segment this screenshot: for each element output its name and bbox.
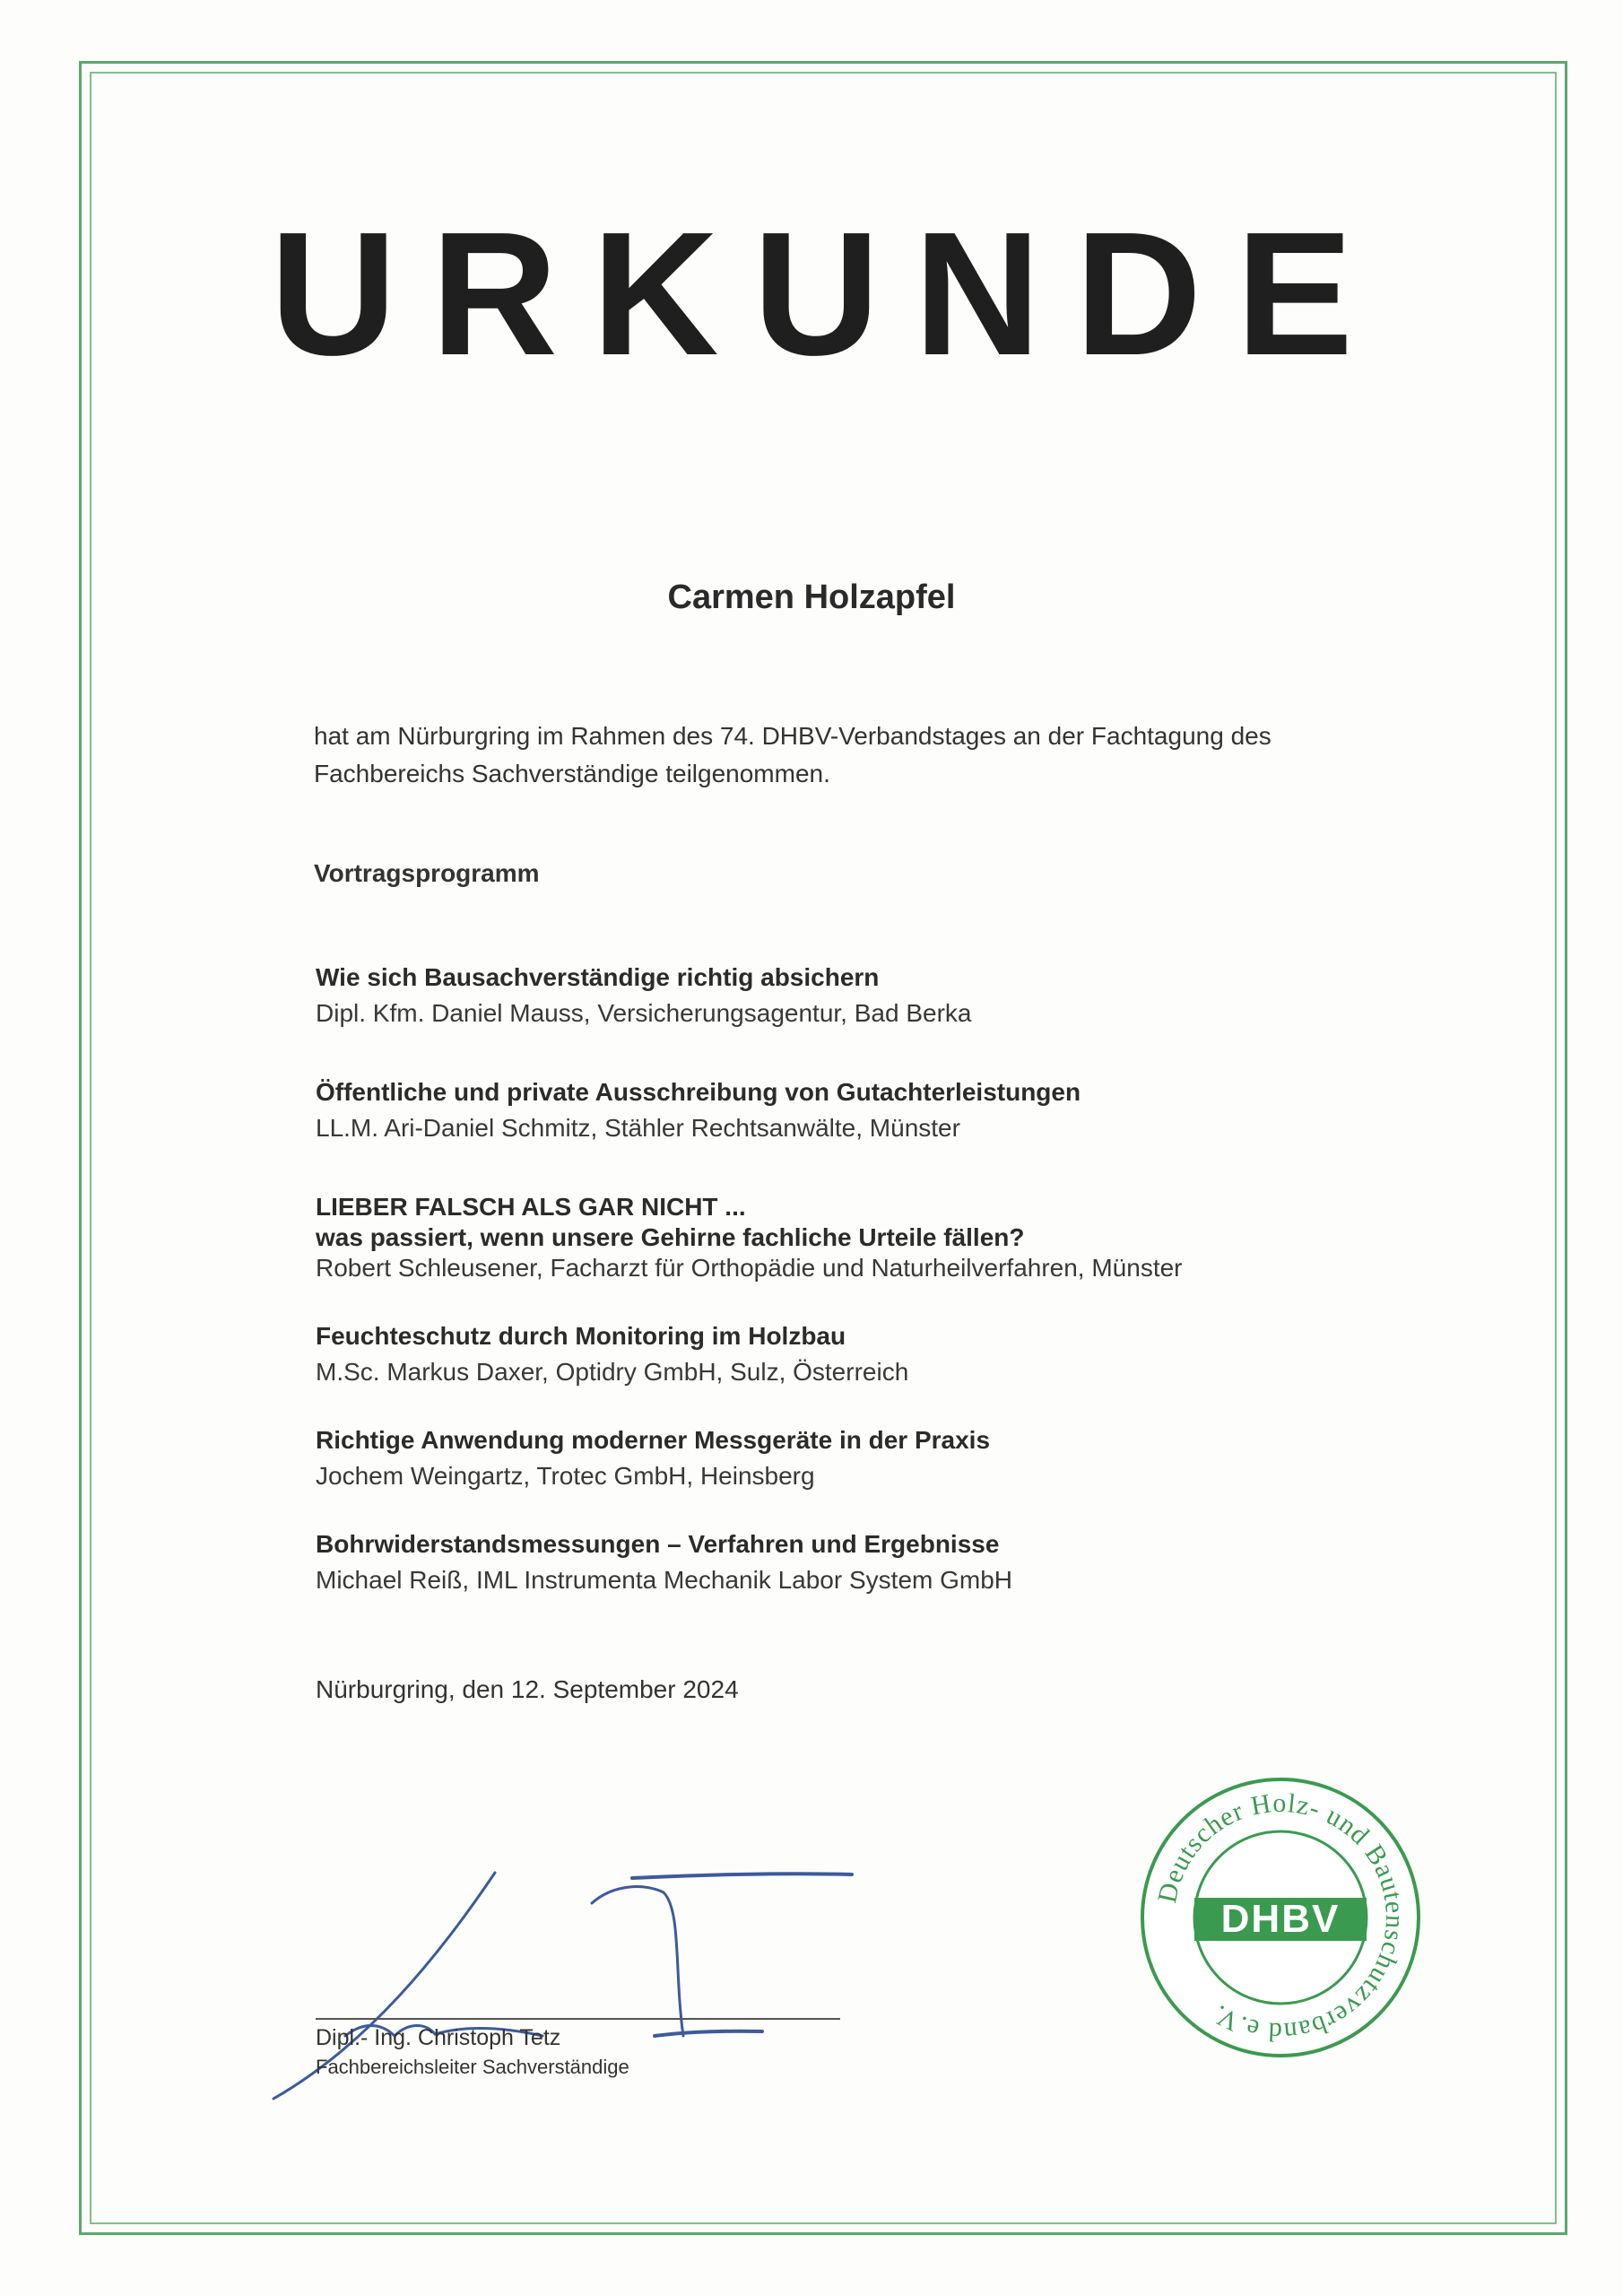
seal-center-text: DHBV [1220, 1897, 1341, 1941]
talk-item [316, 1074, 1392, 1146]
talk-speaker: Dipl. Kfm. Daniel Mauss, Versicherungsagentur, Bad Berka [316, 999, 972, 1027]
talk-title: Richtige Anwendung moderner Messgeräte in der Praxis [316, 1426, 991, 1454]
talk-title: LIEBER FALSCH ALS GAR NICHT ... [316, 1193, 746, 1221]
place-date: Nürburgring, den 12. September 2024 [316, 1675, 739, 1703]
signatory-role: Fachbereichsleiter Sachverständige [316, 2056, 629, 2078]
talk-title: Bohrwiderstandsmessungen – Verfahren und Ergebnisse [316, 1530, 1000, 1558]
talk-speaker: Jochem Weingartz, Trotec GmbH, Heinsberg [316, 1462, 815, 1490]
talk-item [316, 1189, 1392, 1286]
intro-line: Fachbereichs Sachverständige teilgenommen. [314, 760, 830, 787]
talk-item [316, 1318, 1392, 1390]
talk-title: Öffentliche und private Ausschreibung von Gutachterleistungen [316, 1078, 1081, 1106]
talk-item [316, 1422, 1392, 1494]
certificate-title: URKUNDE [270, 196, 1387, 392]
talk-title: was passiert, wenn unsere Gehirne fachliche Urteile fällen? [316, 1223, 1025, 1251]
program-heading: Vortragsprogramm [314, 859, 540, 887]
talk-speaker: Robert Schleusener, Facharzt für Orthopädie und Naturheilverfahren, Münster [316, 1254, 1183, 1282]
talk-speaker: LL.M. Ari-Daniel Schmitz, Stähler Rechtsanwälte, Münster [316, 1114, 960, 1142]
talk-item [316, 960, 1392, 1031]
talk-list [316, 960, 1392, 1598]
intro-line: hat am Nürburgring im Rahmen des 74. DHBV-Verbandstages an der Fachtagung des [314, 722, 1271, 750]
seal-ring-text: Deutscher Holz- und Bautenschutzverband e.V. [1152, 1787, 1410, 2048]
signatory-name: Dipl.- Ing. Christoph Tetz [316, 2025, 561, 2050]
talk-item [316, 1526, 1392, 1598]
intro-text [314, 718, 1345, 793]
signature-line [316, 2018, 840, 2020]
talk-speaker: M.Sc. Markus Daxer, Optidry GmbH, Sulz, Österreich [316, 1358, 909, 1386]
dhbv-seal [1137, 1774, 1424, 2061]
talk-speaker: Michael Reiß, IML Instrumenta Mechanik Labor System GmbH [316, 1566, 1013, 1594]
recipient-name: Carmen Holzapfel [667, 578, 956, 616]
talk-title: Feuchteschutz durch Monitoring im Holzbau [316, 1322, 846, 1350]
talk-title: Wie sich Bausachverständige richtig absichern [316, 963, 880, 991]
